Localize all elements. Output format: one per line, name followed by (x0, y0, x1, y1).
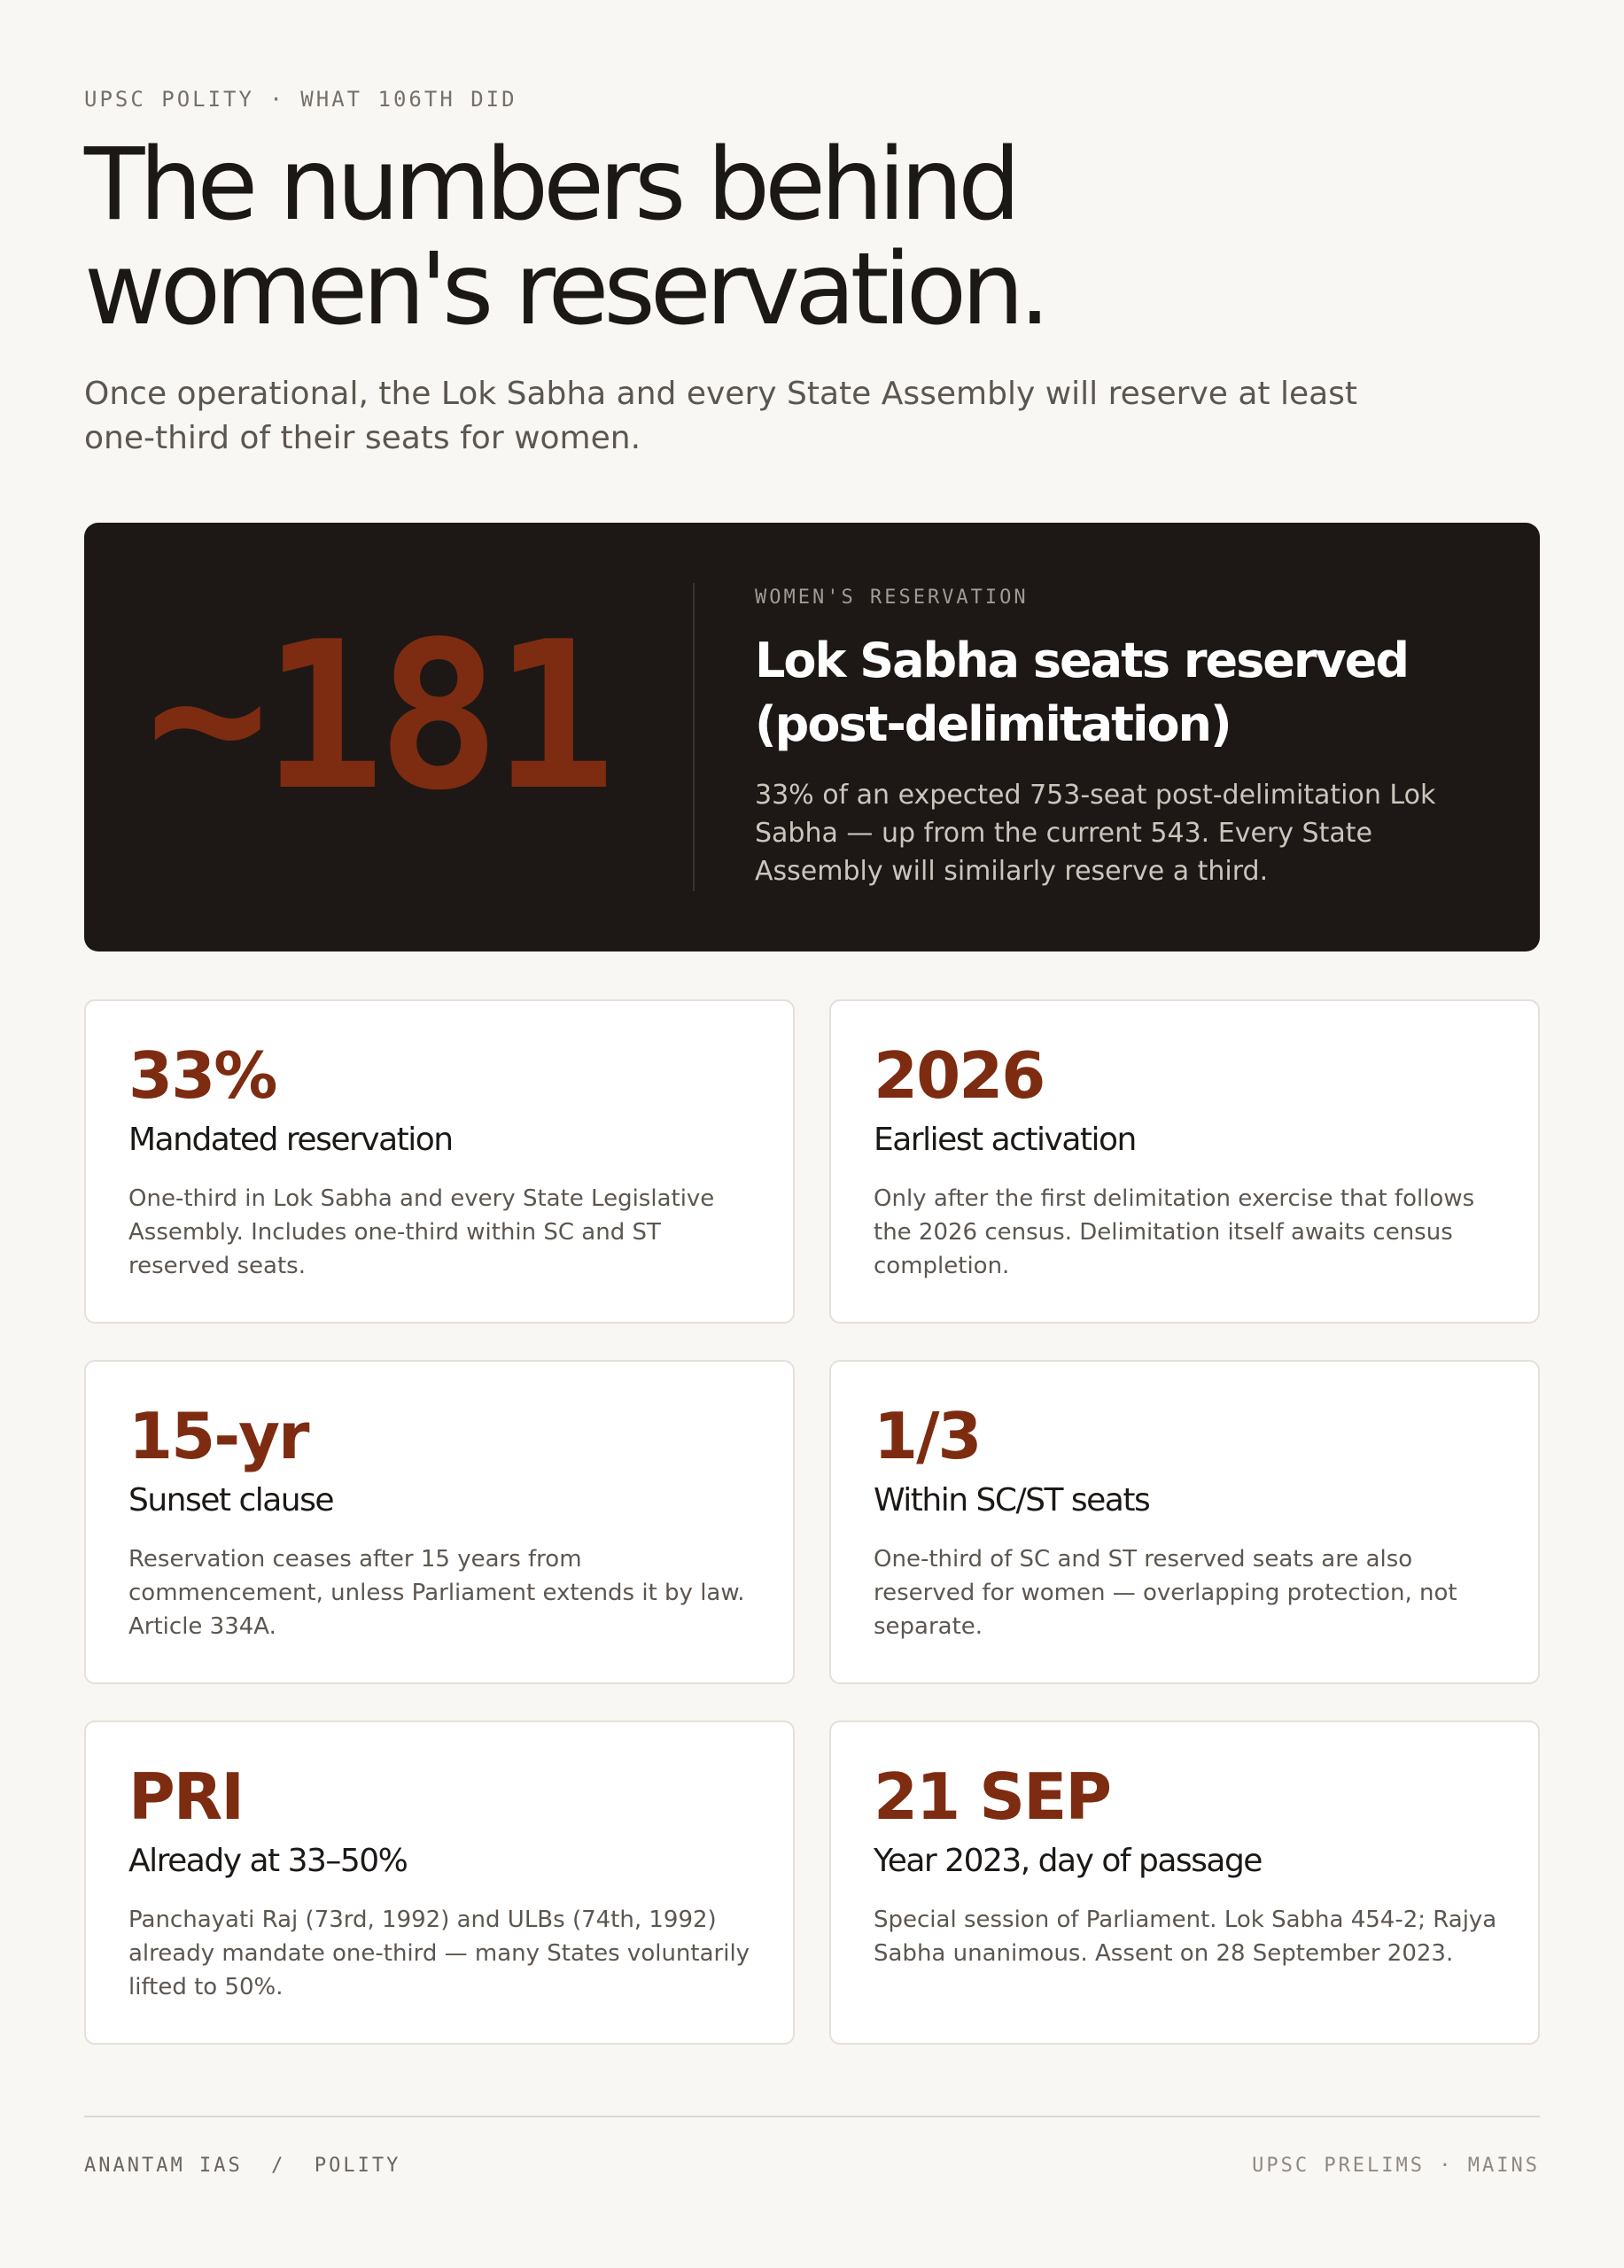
card-label: Earliest activation (874, 1122, 1136, 1158)
stat-card-reservation (84, 999, 795, 1324)
card-description: Panchayati Raj (73rd, 1992) and ULBs (74th, 1992) already mandate one-third — many States voluntarily lifted to 50%. (128, 1907, 750, 2000)
card-label: Already at 33–50% (128, 1843, 408, 1879)
card-label: Year 2023, day of passage (874, 1843, 1262, 1879)
eyebrow: UPSC POLITY · WHAT 106TH DID (84, 87, 517, 112)
footer-brand: ANANTAM IAS / POLITY (84, 2155, 401, 2177)
card-description: One-third in Lok Sabha and every State Legislative Assembly. Includes one-third within SC and ST reserved seats. (128, 1185, 715, 1279)
card-stat: 15-yr (128, 1399, 308, 1473)
card-stat: 21 SEP (874, 1759, 1111, 1834)
page-title: The numbers behind women's reservation. (84, 128, 1045, 347)
card-label: Sunset clause (128, 1482, 334, 1518)
hero-divider (693, 583, 695, 891)
hero-body: 33% of an expected 753-seat post-delimitation Lok Sabha — up from the current 543. Every State Assembly will similarly reserve a third. (755, 780, 1436, 887)
card-description: Special session of Parliament. Lok Sabha 454-2; Rajya Sabha unanimous. Assent on 28 September 2023. (874, 1907, 1497, 1967)
stat-card-activation (829, 999, 1540, 1324)
card-description: One-third of SC and ST reserved seats are also reserved for women — overlapping protection, not separate. (874, 1546, 1457, 1640)
card-stat: 2026 (874, 1038, 1045, 1113)
stat-card-pri (84, 1720, 795, 2045)
stat-card-sc-st (829, 1360, 1540, 1684)
hero-number: ~181 (146, 599, 609, 835)
page (84, 0, 1540, 2268)
footer-divider (84, 2116, 1540, 2117)
stat-card-passage (829, 1720, 1540, 2045)
card-stat: 1/3 (874, 1399, 981, 1473)
card-stat: 33% (128, 1038, 276, 1113)
hero-title: Lok Sabha seats reserved (post-delimitation) (755, 633, 1408, 752)
hero-panel (84, 523, 1540, 951)
card-description: Reservation ceases after 15 years from commencement, unless Parliament extends it by law. Article 334A. (128, 1546, 745, 1640)
card-label: Mandated reservation (128, 1122, 453, 1158)
lede: Once operational, the Lok Sabha and every State Assembly will reserve at least one-third of their seats for women. (84, 376, 1358, 456)
card-label: Within SC/ST seats (874, 1482, 1150, 1518)
hero-eyebrow: WOMEN'S RESERVATION (755, 586, 1029, 609)
stat-card-sunset (84, 1360, 795, 1684)
footer-tagline: UPSC PRELIMS · MAINS (1252, 2155, 1540, 2177)
card-description: Only after the first delimitation exercise that follows the 2026 census. Delimitation itself awaits census completion. (874, 1185, 1475, 1279)
card-stat: PRI (128, 1759, 243, 1834)
